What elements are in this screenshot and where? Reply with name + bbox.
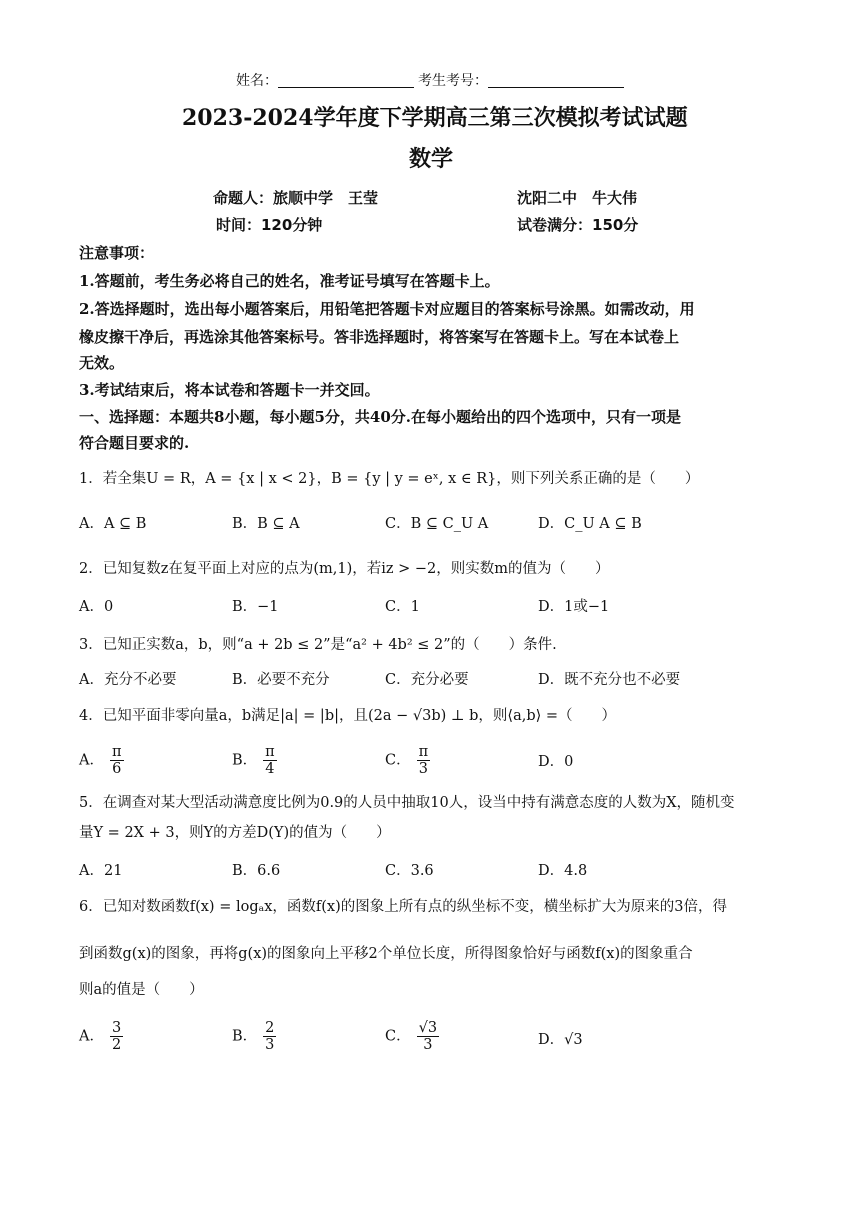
q2-option-d: D．1或−1 — [538, 599, 610, 615]
q4-option-b-fraction — [263, 744, 277, 777]
q6-option-a-fraction — [110, 1020, 123, 1053]
q3-option-a: A．充分不必要 — [79, 672, 177, 688]
q1-option-b: B．B ⊆ A — [232, 516, 300, 532]
q6-option-a-label: A． — [79, 1028, 104, 1045]
q4-option-c — [385, 744, 430, 777]
note-2c: 无效。 — [79, 354, 125, 372]
q5-stem-a: 5．在调查对某大型活动满意度比例为0.9的人员中抽取10人，设当中持有满意态度的人数为X，随机变 — [79, 795, 735, 811]
q1-option-d: D．C_U A ⊆ B — [538, 516, 642, 532]
q4-b-num: π — [265, 744, 275, 760]
q3-option-d: D．既不充分也不必要 — [538, 672, 681, 688]
author-line: 命题人：旅顺中学 王莹 — [213, 189, 379, 207]
q6-stem-c: 则a的值是（ ） — [79, 982, 204, 998]
q6-b-den: 3 — [265, 1037, 275, 1053]
q6-c-den: 3 — [423, 1037, 433, 1053]
q6-option-a — [79, 1020, 123, 1053]
exam-no-blank — [488, 71, 624, 88]
notes-heading: 注意事项： — [79, 244, 155, 262]
q3-option-c: C．充分必要 — [385, 672, 469, 688]
q4-option-b-label: B． — [232, 752, 258, 769]
exam-title: 2023-2024学年度下学期高三第三次模拟考试试题 — [182, 105, 688, 131]
q4-a-den: 6 — [112, 761, 122, 777]
q2-option-c: C．1 — [385, 599, 420, 615]
note-2a: 2.答选择题时，选出每小题答案后，用铅笔把答题卡对应题目的答案标号涂黑。如需改动，用 — [79, 300, 695, 318]
note-3: 3.考试结束后，将本试卷和答题卡一并交回。 — [79, 381, 380, 399]
q6-option-c-label: C． — [385, 1028, 411, 1045]
name-label: 姓名： — [236, 73, 278, 89]
q1-stem: 1．若全集U = R，A = {x | x < 2}，B = {y | y = eˣ, x ∈ R}，则下列关系正确的是（ ） — [79, 471, 700, 487]
q3-option-b: B．必要不充分 — [232, 672, 330, 688]
q6-option-d: D．√3 — [538, 1032, 583, 1048]
q6-a-num: 3 — [111, 1020, 122, 1036]
q4-option-a — [79, 744, 124, 777]
name-exam-line — [236, 70, 624, 92]
q2-option-b: B．−1 — [232, 599, 279, 615]
q4-a-num: π — [111, 744, 122, 760]
q2-stem: 2．已知复数z在复平面上对应的点为(m,1)，若iz > −2，则实数m的值为（ ） — [79, 561, 610, 577]
q6-c-num: √3 — [418, 1020, 438, 1036]
q6-a-den: 2 — [111, 1037, 122, 1053]
q4-option-c-fraction — [417, 744, 431, 777]
section1-line-b: 符合题目要求的. — [79, 434, 190, 452]
time-line: 时间：120分钟 — [216, 216, 323, 234]
q4-option-a-label: A． — [79, 752, 104, 769]
full-score-line: 试卷满分：150分 — [517, 216, 639, 234]
note-2b: 橡皮擦干净后，再选涂其他答案标号。答非选择题时，将答案写在答题卡上。写在本试卷上 — [79, 328, 680, 346]
q4-stem: 4．已知平面非零向量a，b满足|a| = |b|，且(2a − √3b) ⊥ b，则⟨a,b⟩ =（ ） — [79, 708, 617, 724]
q5-stem-b: 量Y = 2X + 3，则Y的方差D(Y)的值为（ ） — [79, 825, 391, 841]
q3-stem: 3．已知正实数a，b，则“a + 2b ≤ 2”是“a² + 4b² ≤ 2”的（ ）条件. — [79, 637, 557, 653]
author2-line: 沈阳二中 牛大伟 — [517, 189, 638, 207]
name-blank — [278, 71, 414, 88]
q4-c-num: π — [418, 744, 429, 760]
q2-option-a: A．0 — [79, 599, 114, 615]
q6-option-c — [385, 1020, 439, 1053]
q6-option-b-label: B． — [232, 1028, 258, 1045]
note-1: 1.答题前，考生务必将自己的姓名，准考证号填写在答题卡上。 — [79, 272, 500, 290]
q4-c-den: 3 — [418, 761, 428, 777]
q4-option-d: D．0 — [538, 754, 574, 770]
q6-option-c-fraction — [417, 1020, 439, 1053]
q6-option-b-fraction — [263, 1020, 276, 1053]
q5-option-b: B．6.6 — [232, 863, 281, 879]
q6-stem-a: 6．已知对数函数f(x) = logₐx，函数f(x)的图象上所有点的纵坐标不变，横坐标扩大为原来的3倍，得 — [79, 899, 727, 915]
q1-option-c: C．B ⊆ C_U A — [385, 516, 489, 532]
section1-line-a: 一、选择题：本题共8小题，每小题5分，共40分.在每小题给出的四个选项中，只有一项是 — [79, 408, 681, 426]
q5-option-a: A．21 — [79, 863, 123, 879]
exam-no-label: 考生考号： — [418, 73, 488, 89]
q6-b-num: 2 — [265, 1020, 275, 1036]
q6-option-b — [232, 1020, 276, 1053]
q4-b-den: 4 — [265, 761, 275, 777]
q4-option-a-fraction — [110, 744, 124, 777]
q4-option-b — [232, 744, 277, 777]
q6-stem-b: 到函数g(x)的图象，再将g(x)的图象向上平移2个单位长度，所得图象恰好与函数f(x)的图象重合 — [79, 946, 693, 962]
subject-title: 数学 — [409, 146, 454, 172]
q5-option-d: D．4.8 — [538, 863, 588, 879]
q1-option-a: A．A ⊆ B — [79, 516, 147, 532]
q4-option-c-label: C． — [385, 752, 411, 769]
q5-option-c: C．3.6 — [385, 863, 434, 879]
